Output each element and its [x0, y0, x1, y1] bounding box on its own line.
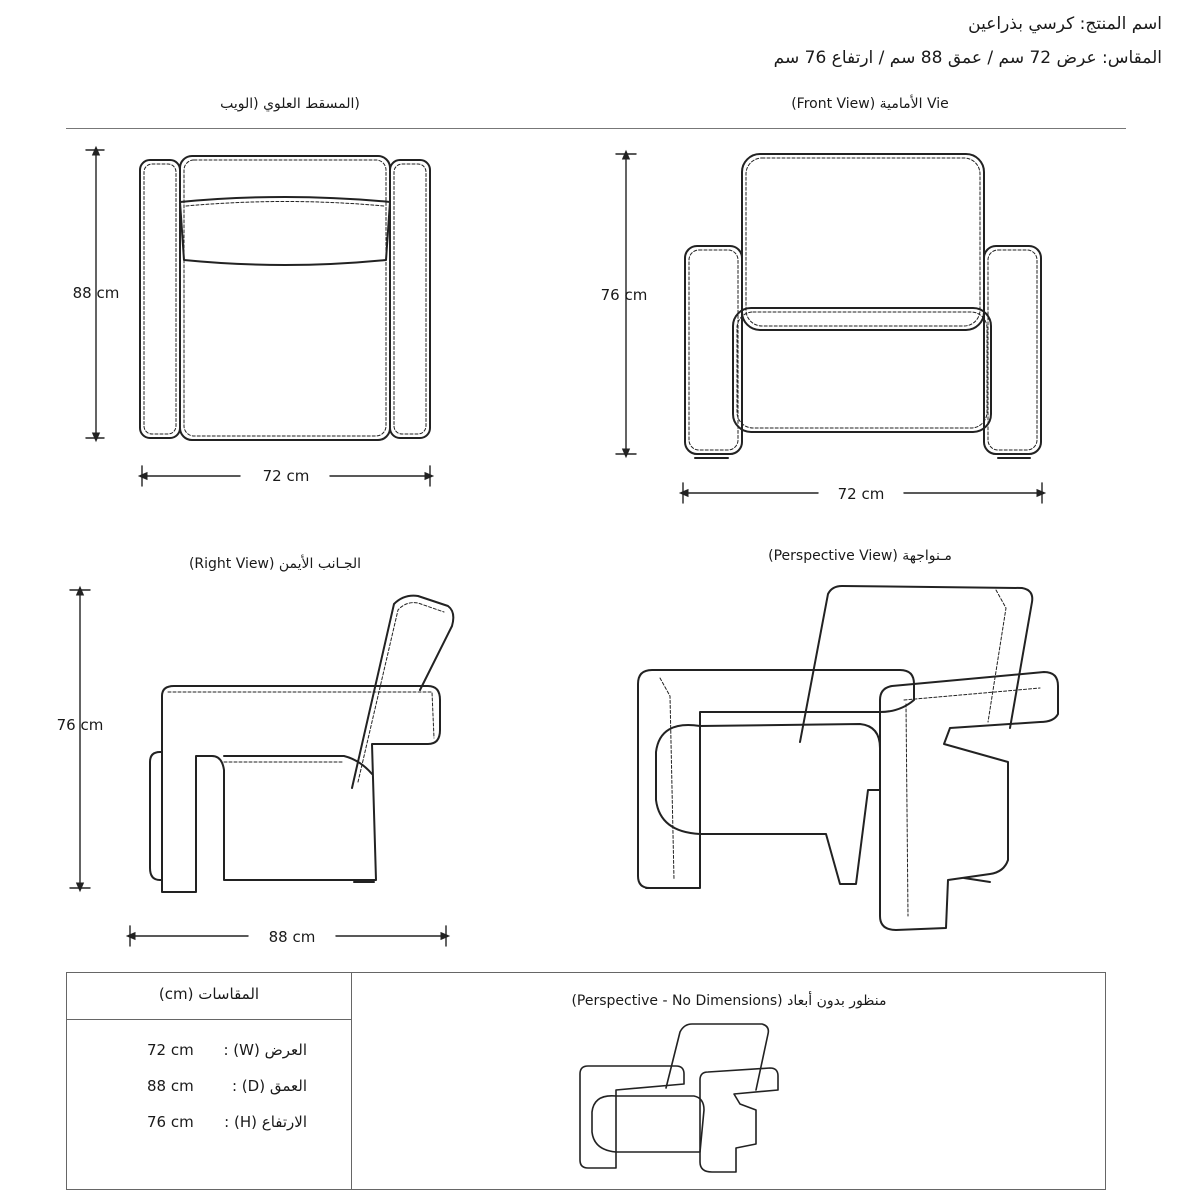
top-view-caption: (المسقط العلوي (الويب	[220, 96, 360, 112]
size-line: المقاس: عرض 72 سم / عمق 88 سم / ارتفاع 76 سم	[773, 48, 1162, 68]
front-view-width-label: 72 cm	[837, 485, 885, 503]
spec-label: الارتفاع (H) :	[224, 1113, 307, 1131]
front-view-drawing	[685, 154, 1041, 458]
right-view-dimensions	[70, 590, 446, 946]
right-view-height-label: 76 cm	[56, 716, 104, 734]
spec-row-width	[127, 1041, 307, 1063]
product-name: اسم المنتج: كرسي بذراعين	[968, 14, 1162, 34]
right-view-caption: الجـانب الأيمن (Right View)	[188, 556, 362, 572]
spec-label: العمق (D) :	[231, 1077, 307, 1095]
perspective-view-drawing	[638, 586, 1058, 930]
spec-value: 88 cm	[147, 1077, 194, 1095]
spec-label: العرض (W) :	[223, 1041, 307, 1059]
perspective-table-header: (Perspective - No Dimensions) منظور بدون أبعاد	[571, 993, 887, 1009]
right-view-depth-label: 88 cm	[268, 928, 316, 946]
perspective-view-caption: (Perspective View) مـنواجهة	[768, 548, 952, 564]
spec-row-depth	[127, 1077, 307, 1099]
table-header-rule	[67, 1019, 351, 1020]
spec-table	[66, 972, 1106, 1190]
top-view-drawing	[140, 156, 430, 440]
top-view-width-label: 72 cm	[262, 467, 310, 485]
spec-table-header: المقاسات (cm)	[158, 985, 260, 1003]
spec-value: 76 cm	[147, 1113, 194, 1131]
spec-value: 72 cm	[147, 1041, 194, 1059]
right-view-drawing	[150, 596, 453, 892]
front-view-caption: (Front View) الأمامية Vie	[791, 96, 949, 112]
front-view-height-label: 76 cm	[600, 286, 648, 304]
front-view-dimensions	[616, 154, 1042, 503]
top-view-depth-label: 88 cm	[72, 284, 120, 302]
spec-row-height	[127, 1113, 307, 1135]
